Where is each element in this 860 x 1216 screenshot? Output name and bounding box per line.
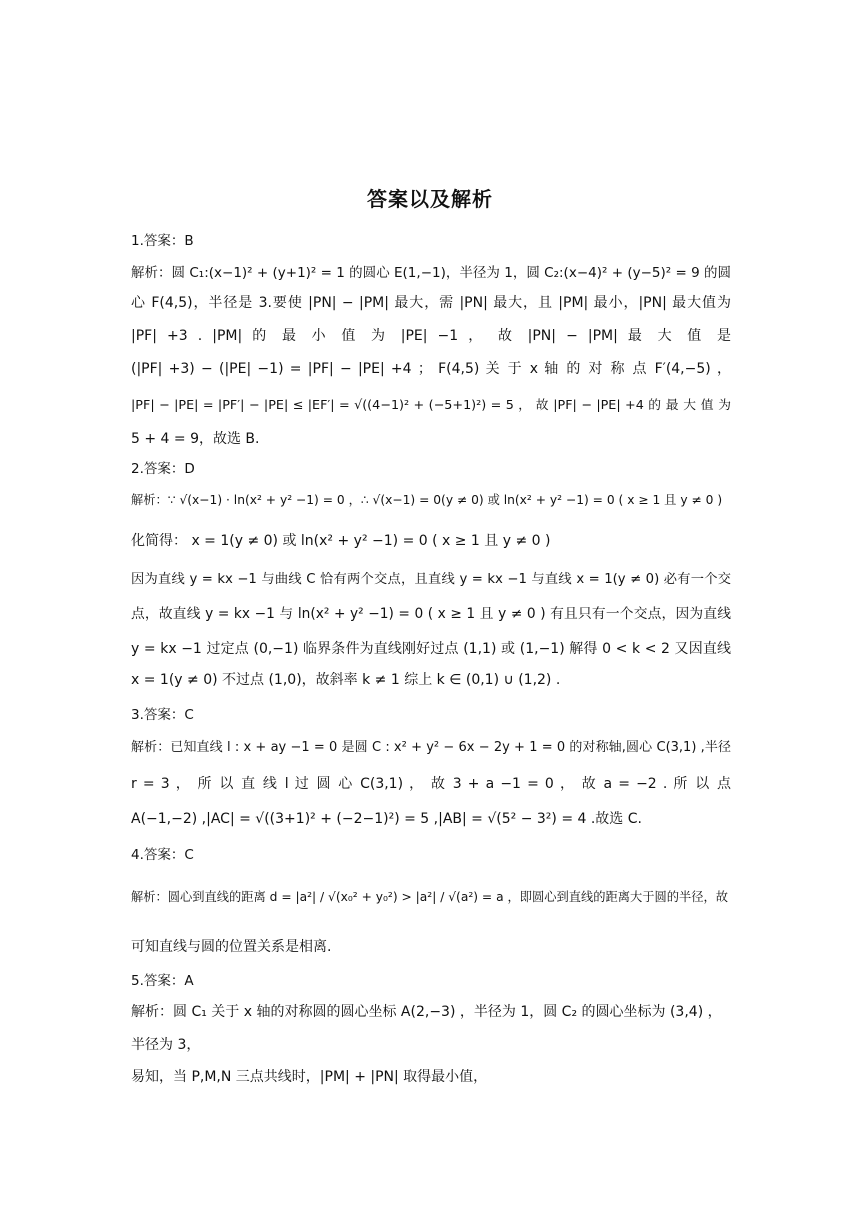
explanation-line: y = kx −1 过定点 (0,−1) 临界条件为直线刚好过点 (1,1) 或 (1,−1) 解得 0 < k < 2 又因直线 [131,641,731,657]
answer-5-label: 5.答案：A [131,973,194,989]
explanation-line: 解析：∵ √(x−1) · ln(x² + y² −1) = 0 ，∴ √(x−1) = 0(y ≠ 0) 或 ln(x² + y² −1) = 0 ( x ≥ 1 且 y ≠ 0 ) [131,493,723,507]
explanation-line: 解析：圆 C₁ 关于 x 轴的对称圆的圆心坐标 A(2,−3) ，半径为 1，圆 C₂ 的圆心坐标为 (3,4) ， [131,1004,722,1020]
answer-1-label: 1.答案：B [131,233,194,249]
explanation-line: |PF| +3 . |PM| 的 最 小 值 为 |PE| −1 ， 故 |PN| − |PM| 最 大 值 是 [131,328,731,344]
explanation-line: 5 + 4 = 9，故选 B. [131,431,260,447]
explanation-line: (|PF| +3) − (|PE| −1) = |PF| − |PE| +4 ； F(4,5) 关 于 x 轴 的 对 称 点 F′(4,−5) ， [131,361,731,377]
explanation-line: 可知直线与圆的位置关系是相离. [131,939,332,955]
explanation-line: 点，故直线 y = kx −1 与 ln(x² + y² −1) = 0 ( x ≥ 1 且 y ≠ 0 ) 有且只有一个交点，因为直线 [131,606,731,622]
explanation-line: |PF| − |PE| = |PF′| − |PE| ≤ |EF′| = √((4−1)² + (−5+1)²) = 5 ， 故 |PF| − |PE| +4 的 最 大 值 为 [131,398,731,413]
explanation-line: A(−1,−2) ,|AC| = √((3+1)² + (−2−1)²) = 5 ,|AB| = √(5² − 3²) = 4 .故选 C. [131,811,642,827]
page-title: 答案以及解析 [367,187,493,211]
answer-2-label: 2.答案：D [131,461,195,477]
explanation-line: 心 F(4,5)，半径是 3.要使 |PN| − |PM| 最大，需 |PN| 最大，且 |PM| 最小，|PN| 最大值为 [131,295,731,311]
explanation-line: 半径为 3， [131,1037,201,1053]
answer-3-label: 3.答案：C [131,707,194,723]
explanation-line: 解析：圆心到直线的距离 d = |a²| / √(x₀² + y₀²) > |a²| / √(a²) = a ，即圆心到直线的距离大于圆的半径，故 [131,890,728,904]
explanation-line: 解析：圆 C₁:(x−1)² + (y+1)² = 1 的圆心 E(1,−1)，半径为 1，圆 C₂:(x−4)² + (y−5)² = 9 的圆 [131,265,731,281]
explanation-line: 因为直线 y = kx −1 与曲线 C 恰有两个交点，且直线 y = kx −1 与直线 x = 1(y ≠ 0) 必有一个交 [131,572,731,587]
explanation-line: 化简得： x = 1(y ≠ 0) 或 ln(x² + y² −1) = 0 ( x ≥ 1 且 y ≠ 0 ) [131,533,551,549]
explanation-line: r = 3 ， 所 以 直 线 l 过 圆 心 C(3,1) ， 故 3 + a −1 = 0 ， 故 a = −2 . 所 以 点 [131,776,731,792]
answer-4-label: 4.答案：C [131,847,194,863]
explanation-line: 解析：已知直线 l : x + ay −1 = 0 是圆 C : x² + y² − 6x − 2y + 1 = 0 的对称轴,圆心 C(3,1) ,半径 [131,740,731,755]
explanation-line: 易知，当 P,M,N 三点共线时，|PM| + |PN| 取得最小值， [131,1069,488,1085]
explanation-line: x = 1(y ≠ 0) 不过点 (1,0)，故斜率 k ≠ 1 综上 k ∈ (0,1) ∪ (1,2) . [131,672,561,688]
